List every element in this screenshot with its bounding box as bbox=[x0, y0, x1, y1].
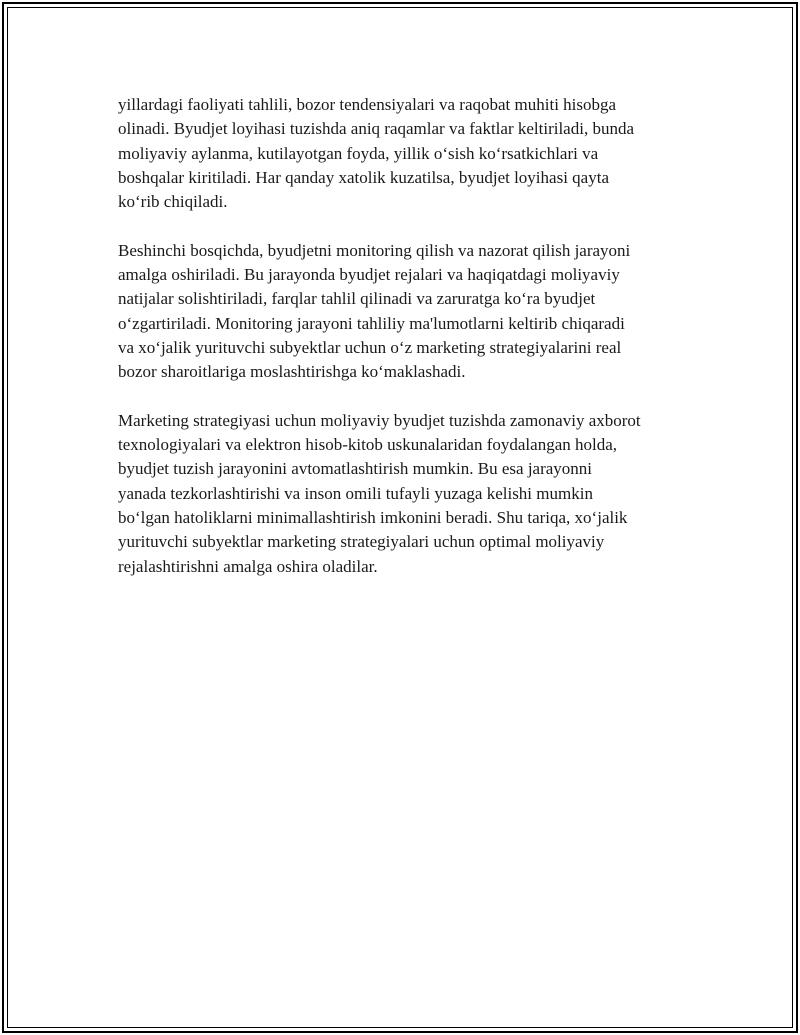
paragraph-2 bbox=[118, 239, 698, 385]
paragraph-line: yillardagi faoliyati tahlili, bozor tendensiyalari va raqobat muhiti hisobga bbox=[118, 95, 617, 114]
paragraph-line: natijalar solishtiriladi, farqlar tahlil qilinadi va zaruratga ko‘ra byudjet bbox=[118, 289, 596, 309]
paragraph-line: rejalashtirishni amalga oshira oladilar. bbox=[118, 556, 378, 576]
paragraph-line: bo‘lgan hatoliklarni minimallashtirish imkonini beradi. Shu tariqa, xo‘jalik bbox=[118, 508, 628, 528]
paragraph-line: byudjet tuzish jarayonini avtomatlashtirish mumkin. Bu esa jarayonni bbox=[118, 459, 593, 479]
paragraph-1 bbox=[118, 93, 698, 214]
paragraph-line: moliyaviy aylanma, kutilayotgan foyda, yillik o‘sish ko‘rsatkichlari va bbox=[118, 143, 599, 163]
paragraph-line: yanada tezkorlashtirishi va inson omili tufayli yuzaga kelishi mumkin bbox=[118, 483, 593, 503]
document-body bbox=[118, 93, 698, 603]
paragraph-line: texnologiyalari va elektron hisob-kitob uskunalaridan foydalangan holda, bbox=[118, 435, 618, 455]
paragraph-line: olinadi. Byudjet loyihasi tuzishda aniq raqamlar va faktlar keltiriladi, bunda bbox=[118, 119, 634, 139]
paragraph-line: Beshinchi bosqichda, byudjetni monitoring qilish va nazorat qilish jarayoni bbox=[118, 240, 631, 260]
paragraph-line: yurituvchi subyektlar marketing strategiyalari uchun optimal moliyaviy bbox=[118, 532, 605, 552]
paragraph-line: va xo‘jalik yurituvchi subyektlar uchun o‘z marketing strategiyalarini real bbox=[118, 337, 622, 357]
paragraph-3 bbox=[118, 409, 698, 579]
paragraph-line: Marketing strategiyasi uchun moliyaviy byudjet tuzishda zamonaviy axborot bbox=[118, 410, 641, 430]
paragraph-line: amalga oshiriladi. Bu jarayonda byudjet rejalari va haqiqatdagi moliyaviy bbox=[118, 265, 620, 285]
paragraph-line: bozor sharoitlariga moslashtirishga ko‘maklashadi. bbox=[118, 362, 466, 382]
paragraph-line: o‘zgartiriladi. Monitoring jarayoni tahliliy ma'lumotlarni keltirib chiqaradi bbox=[118, 313, 625, 333]
paragraph-line: ko‘rib chiqiladi. bbox=[118, 192, 228, 212]
paragraph-line: boshqalar kiritiladi. Har qanday xatolik kuzatilsa, byudjet loyihasi qayta bbox=[118, 167, 609, 187]
